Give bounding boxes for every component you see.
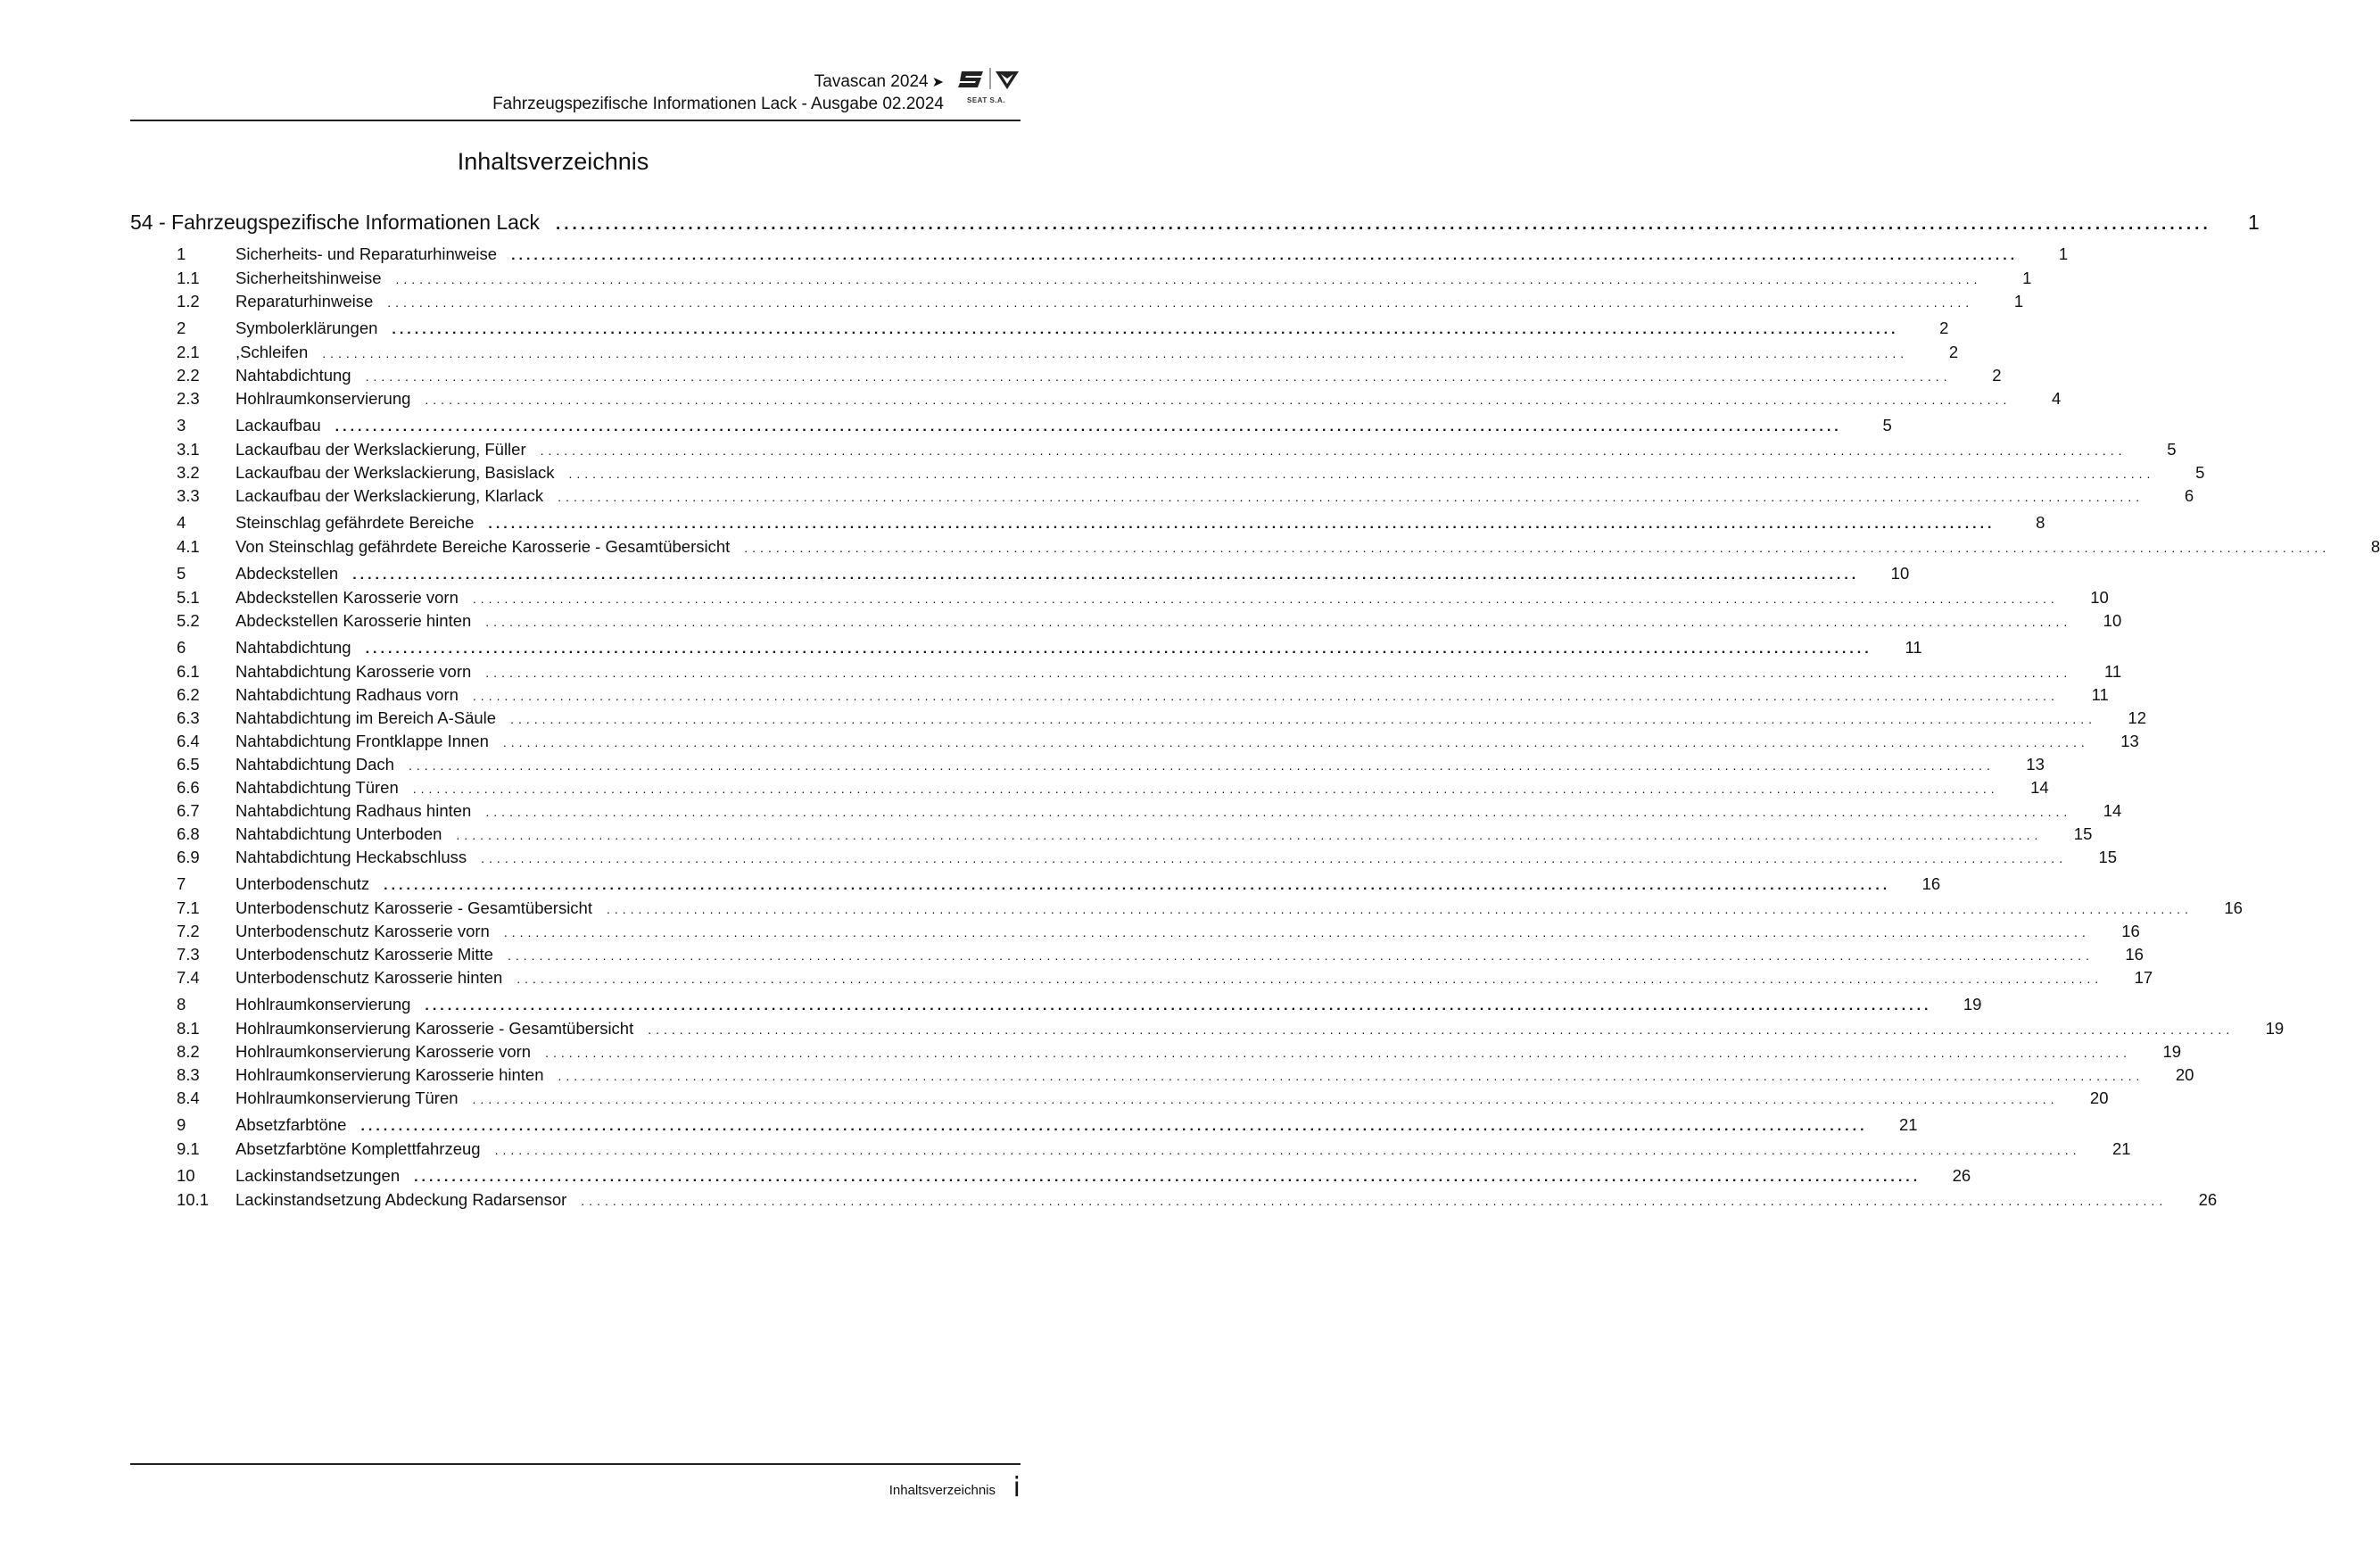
- subsection-page: 1: [2022, 269, 2032, 287]
- subsection-number: 8.1: [177, 1019, 200, 1038]
- table-of-contents: [130, 211, 2380, 1213]
- toc-sections: [130, 244, 2380, 1213]
- subsection-number: 6.8: [177, 824, 200, 843]
- section-page: 1: [2058, 244, 2069, 263]
- dot-leader: ........................................................................................................................................................................................................: [607, 902, 2193, 916]
- dot-leader: ........................................................................................................................................................................................................: [744, 541, 2331, 555]
- subsection-page: 5: [2167, 440, 2177, 459]
- subsection-title: Hohlraumkonservierung Türen: [236, 1088, 459, 1107]
- document-title: Inhaltsverzeichnis: [457, 148, 649, 175]
- toc-section-row[interactable]: [130, 638, 1922, 662]
- subsection-number: 4.1: [177, 537, 200, 556]
- footer-page-number: i: [1012, 1472, 1021, 1503]
- section-page: 5: [1882, 416, 1892, 434]
- subsection-page: 13: [2120, 732, 2139, 750]
- toc-subsection-row[interactable]: [130, 662, 2122, 685]
- dot-leader: ........................................................................................................................................................................................................: [335, 419, 1842, 434]
- toc-section-row[interactable]: [130, 1115, 1918, 1139]
- toc-subsection-row[interactable]: [130, 1139, 2131, 1163]
- toc-section-row[interactable]: [130, 319, 1949, 343]
- toc-subsection-row[interactable]: [130, 824, 2093, 848]
- dot-leader: ........................................................................................................................................................................................................: [472, 1092, 2059, 1106]
- dot-leader: ........................................................................................................................................................................................................: [485, 666, 2072, 680]
- subsection-title: Lackaufbau der Werkslackierung, Basislack: [236, 463, 555, 482]
- subsection-page: 10: [2103, 611, 2122, 630]
- section-title: Abdeckstellen: [236, 564, 339, 583]
- subsection-title: Absetzfarbtöne Komplettfahrzeug: [236, 1139, 481, 1158]
- subsection-number: 8.4: [177, 1088, 200, 1107]
- dot-leader: ........................................................................................................................................................................................................: [365, 369, 1952, 384]
- page-footer: [130, 1463, 1021, 1503]
- section-number: 10: [177, 1166, 195, 1185]
- subsection-title: Unterbodenschutz Karosserie hinten: [236, 968, 503, 987]
- subsection-title: Nahtabdichtung im Bereich A-Säule: [236, 708, 497, 727]
- section-page: 10: [1890, 564, 1910, 583]
- subsection-number: 3.3: [177, 486, 200, 505]
- brand-logo: [956, 66, 1021, 116]
- subsection-title: Nahtabdichtung Radhaus vorn: [236, 685, 459, 704]
- toc-subsection-row[interactable]: [130, 269, 2032, 292]
- section-number: 9: [177, 1115, 186, 1134]
- toc-subsection-row[interactable]: [130, 755, 2045, 778]
- subsection-page: 21: [2111, 1139, 2131, 1158]
- arrow-right-icon: ➤: [931, 75, 944, 90]
- subsection-number: 6.9: [177, 848, 200, 866]
- subsection-number: 5.1: [177, 588, 200, 607]
- toc-section-row[interactable]: [130, 995, 1982, 1019]
- subsection-title: ,Schleifen: [236, 343, 309, 361]
- section-title: Lackaufbau: [236, 416, 321, 434]
- section-page: 26: [1952, 1166, 1971, 1185]
- subsection-title: Hohlraumkonservierung: [236, 389, 411, 408]
- dot-leader: ........................................................................................................................................................................................................: [472, 689, 2059, 703]
- subsection-title: Hohlraumkonservierung Karosserie hinten: [236, 1065, 544, 1084]
- subsection-title: Unterbodenschutz Karosserie vorn: [236, 922, 490, 940]
- dot-leader: ........................................................................................................................................................................................................: [485, 805, 2072, 819]
- subsection-page: 15: [2073, 824, 2093, 843]
- subsection-title: Hohlraumkonservierung Karosserie - Gesamtübersicht: [236, 1019, 634, 1038]
- header-model: Tavascan 2024: [814, 72, 929, 91]
- dot-leader: ........................................................................................................................................................................................................: [516, 972, 2103, 986]
- subsection-number: 5.2: [177, 611, 200, 630]
- footer-label: Inhaltsverzeichnis: [888, 1483, 996, 1498]
- subsection-title: Sicherheitshinweise: [236, 269, 382, 287]
- page-header: [130, 66, 1021, 121]
- dot-leader: ........................................................................................................................................................................................................: [510, 712, 2096, 726]
- section-page: 21: [1898, 1115, 1918, 1134]
- subsection-title: Lackinstandsetzung Abdeckung Radarsensor: [236, 1190, 567, 1209]
- dot-leader: ........................................................................................................................................................................................................: [414, 1170, 1921, 1185]
- subsection-number: 1.1: [177, 269, 200, 287]
- subsection-number: 7.4: [177, 968, 200, 987]
- subsection-page: 2: [1992, 366, 2002, 385]
- toc-subsection-row[interactable]: [130, 366, 2002, 389]
- dot-leader: ........................................................................................................................................................................................................: [408, 758, 1995, 773]
- subsection-page: 20: [2175, 1065, 2194, 1084]
- subsection-number: 7.3: [177, 945, 200, 964]
- section-page: 16: [1921, 874, 1941, 893]
- dot-leader: ........................................................................................................................................................................................................: [502, 735, 2089, 749]
- toc-section-row[interactable]: [130, 244, 2069, 269]
- toc-subsection-row[interactable]: [130, 708, 2146, 732]
- section-page: 2: [1939, 319, 1949, 337]
- subsection-title: Nahtabdichtung Frontklappe Innen: [236, 732, 489, 750]
- section-page: 8: [2036, 513, 2045, 532]
- subsection-title: Reparaturhinweise: [236, 292, 374, 310]
- dot-leader: ........................................................................................................................................................................................................: [540, 443, 2127, 458]
- toc-chapter[interactable]: [130, 211, 2260, 241]
- subsection-page: 16: [2121, 922, 2140, 940]
- subsection-number: 2.2: [177, 366, 200, 385]
- toc-subsection-row[interactable]: [130, 1019, 2285, 1042]
- subsection-title: Unterbodenschutz Karosserie Mitte: [236, 945, 493, 964]
- subsection-number: 2.1: [177, 343, 200, 361]
- subsection-title: Nahtabdichtung Unterboden: [236, 824, 442, 843]
- subsection-page: 1: [2013, 292, 2024, 310]
- dot-leader: ........................................................................................................................................................................................................: [425, 393, 2012, 407]
- dot-leader: ........................................................................................................................................................................................................: [507, 948, 2094, 963]
- subsection-title: Hohlraumkonservierung Karosserie vorn: [236, 1042, 532, 1061]
- subsection-title: Nahtabdichtung Türen: [236, 778, 399, 797]
- subsection-number: 7.2: [177, 922, 200, 940]
- seat-cupra-logo-icon: [956, 66, 1021, 96]
- toc-subsection-row[interactable]: [130, 486, 2194, 509]
- subsection-title: Von Steinschlag gefährdete Bereiche Karosserie - Gesamtübersicht: [236, 537, 731, 556]
- subsection-page: 6: [2184, 486, 2194, 505]
- section-number: 5: [177, 564, 186, 583]
- toc-subsection-row[interactable]: [130, 1065, 2194, 1088]
- subsection-page: 16: [2125, 945, 2144, 964]
- subsection-number: 6.3: [177, 708, 200, 727]
- toc-subsection-row[interactable]: [130, 968, 2153, 991]
- subsection-page: 4: [2052, 389, 2062, 408]
- subsection-title: Nahtabdichtung Radhaus hinten: [236, 801, 472, 820]
- subsection-page: 13: [2026, 755, 2045, 774]
- dot-leader: ........................................................................................................................................................................................................: [425, 998, 1932, 1014]
- dot-leader: ........................................................................................................................................................................................................: [412, 782, 1999, 796]
- section-title: Absetzfarbtöne: [236, 1115, 347, 1134]
- subsection-page: 19: [2162, 1042, 2182, 1061]
- subsection-page: 17: [2134, 968, 2153, 987]
- toc-subsection-row[interactable]: [130, 922, 2140, 945]
- subsection-title: Unterbodenschutz Karosserie - Gesamtübersicht: [236, 898, 592, 917]
- toc-subsection-row[interactable]: [130, 292, 2024, 315]
- subsection-page: 10: [2090, 588, 2109, 607]
- dot-leader: ........................................................................................................................................................................................................: [365, 641, 1872, 657]
- subsection-page: 5: [2195, 463, 2205, 482]
- section-number: 3: [177, 416, 186, 434]
- section-number: 2: [177, 319, 186, 337]
- section-number: 8: [177, 995, 186, 1014]
- section-page: 11: [1905, 638, 1922, 657]
- subsection-number: 3.1: [177, 440, 200, 459]
- toc-subsection-row[interactable]: [130, 898, 2243, 922]
- section-title: Unterbodenschutz: [236, 874, 370, 893]
- subsection-number: 6.4: [177, 732, 200, 750]
- toc-subsection-row[interactable]: [130, 389, 2062, 412]
- subsection-number: 6.7: [177, 801, 200, 820]
- subsection-number: 6.6: [177, 778, 200, 797]
- subsection-page: 11: [2091, 685, 2109, 704]
- toc-subsection-row[interactable]: [130, 343, 1959, 366]
- section-title: Lackinstandsetzungen: [236, 1166, 401, 1185]
- section-number: 1: [177, 244, 186, 263]
- dot-leader: ........................................................................................................................................................................................................: [485, 615, 2072, 629]
- subsection-number: 6.1: [177, 662, 200, 681]
- dot-leader: ........................................................................................................................................................................................................: [568, 467, 2155, 481]
- subsection-number: 1.2: [177, 292, 200, 310]
- subsection-number: 2.3: [177, 389, 200, 408]
- toc-section-row[interactable]: [130, 416, 1892, 440]
- toc-subsection-row[interactable]: [130, 1088, 2109, 1112]
- section-title: Sicherheits- und Reparaturhinweise: [236, 244, 498, 263]
- dot-leader: ........................................................................................................................................................................................................: [581, 1194, 2168, 1208]
- dot-leader: ........................................................................................................................................................................................................: [488, 517, 1996, 532]
- dot-leader: ........................................................................................................................................................................................................: [384, 878, 1891, 893]
- dot-leader: ........................................................................................................................................................................................................: [545, 1046, 2132, 1060]
- toc-section-row[interactable]: [130, 1166, 1971, 1190]
- dot-leader: ........................................................................................................................................................................................................: [558, 1069, 2144, 1083]
- toc-subsection-row[interactable]: [130, 440, 2177, 463]
- section-number: 4: [177, 513, 186, 532]
- dot-leader: ........................................................................................................................................................................................................: [456, 828, 2043, 842]
- subsection-title: Nahtabdichtung Heckabschluss: [236, 848, 467, 866]
- section-title: Symbolerklärungen: [236, 319, 378, 337]
- header-text: [492, 71, 944, 115]
- subsection-page: 11: [2104, 662, 2122, 681]
- subsection-title: Nahtabdichtung Karosserie vorn: [236, 662, 472, 681]
- dot-leader: ........................................................................................................................................................................................................: [352, 567, 1860, 583]
- subsection-number: 6.2: [177, 685, 200, 704]
- dot-leader: ........................................................................................................................................................................................................: [360, 1119, 1868, 1134]
- toc-subsection-row[interactable]: [130, 945, 2144, 968]
- subsection-page: 19: [2265, 1019, 2285, 1038]
- subsection-page: 16: [2224, 898, 2243, 917]
- subsection-page: 12: [2128, 708, 2146, 727]
- section-title: Nahtabdichtung: [236, 638, 351, 657]
- subsection-number: 3.2: [177, 463, 200, 482]
- subsection-number: 8.2: [177, 1042, 200, 1061]
- dot-leader: ........................................................................................................................................................................................................: [395, 272, 1982, 286]
- subsection-title: Nahtabdichtung: [236, 366, 351, 385]
- subsection-title: Abdeckstellen Karosserie hinten: [236, 611, 472, 630]
- dot-leader: ........................................................................................................................................................................................................: [558, 490, 2144, 504]
- subsection-page: 20: [2089, 1088, 2109, 1107]
- subsection-title: Lackaufbau der Werkslackierung, Füller: [236, 440, 526, 459]
- toc-subsection-row[interactable]: [130, 611, 2122, 634]
- subsection-page: 14: [2103, 801, 2122, 820]
- section-title: Steinschlag gefährdete Bereiche: [236, 513, 475, 532]
- subsection-number: 7.1: [177, 898, 200, 917]
- toc-section-row[interactable]: [130, 564, 1910, 588]
- toc-subsection-row[interactable]: [130, 588, 2109, 611]
- toc-section-row[interactable]: [130, 874, 1941, 898]
- toc-subsection-row[interactable]: [130, 1190, 2218, 1213]
- toc-subsection-row[interactable]: [130, 537, 2380, 560]
- subsection-title: Abdeckstellen Karosserie vorn: [236, 588, 459, 607]
- toc-subsection-row[interactable]: [130, 463, 2205, 486]
- dot-leader: ........................................................................................................................................................................................................: [322, 346, 1909, 360]
- subsection-number: 8.3: [177, 1065, 200, 1084]
- subsection-page: 2: [1948, 343, 1959, 361]
- toc-subsection-row[interactable]: [130, 685, 2109, 708]
- subsection-page: 15: [2098, 848, 2118, 866]
- section-number: 7: [177, 874, 186, 893]
- dot-leader: ........................................................................................................................................................................................................: [472, 592, 2059, 606]
- toc-subsection-row[interactable]: [130, 1042, 2182, 1065]
- subsection-title: Nahtabdichtung Dach: [236, 755, 394, 774]
- dot-leader: ........................................................................................................................................................................................................: [648, 1022, 2235, 1037]
- toc-subsection-row[interactable]: [130, 848, 2118, 871]
- section-page: 19: [1963, 995, 1982, 1014]
- subsection-page: 14: [2030, 778, 2049, 797]
- toc-subsection-row[interactable]: [130, 801, 2122, 824]
- chapter-page: 1: [2247, 211, 2260, 234]
- dot-leader: ........................................................................................................................................................................................................: [503, 925, 2090, 939]
- subsection-page: 8: [2370, 537, 2380, 556]
- subsection-number: 6.5: [177, 755, 200, 774]
- dot-leader: ........................................................................................................................................................................................................: [555, 215, 2211, 234]
- toc-subsection-row[interactable]: [130, 778, 2049, 801]
- dot-leader: ........................................................................................................................................................................................................: [511, 248, 2019, 263]
- dot-leader: ........................................................................................................................................................................................................: [494, 1143, 2081, 1157]
- section-number: 6: [177, 638, 186, 657]
- chapter-title: 54 - Fahrzeugspezifische Informationen Lack: [130, 211, 540, 234]
- subsection-number: 9.1: [177, 1139, 200, 1158]
- toc-section-row[interactable]: [130, 513, 2045, 537]
- subsection-title: Lackaufbau der Werkslackierung, Klarlack: [236, 486, 544, 505]
- section-title: Hohlraumkonservierung: [236, 995, 411, 1014]
- dot-leader: ........................................................................................................................................................................................................: [481, 851, 2068, 865]
- subsection-page: 26: [2198, 1190, 2218, 1209]
- header-subtitle: Fahrzeugspezifische Informationen Lack - Ausgabe 02.2024: [492, 95, 944, 113]
- toc-subsection-row[interactable]: [130, 732, 2139, 755]
- dot-leader: ........................................................................................................................................................................................................: [392, 322, 1899, 337]
- dot-leader: ........................................................................................................................................................................................................: [387, 295, 1974, 310]
- subsection-number: 10.1: [177, 1190, 210, 1209]
- brand-text: SEAT S.A.: [967, 96, 1006, 104]
